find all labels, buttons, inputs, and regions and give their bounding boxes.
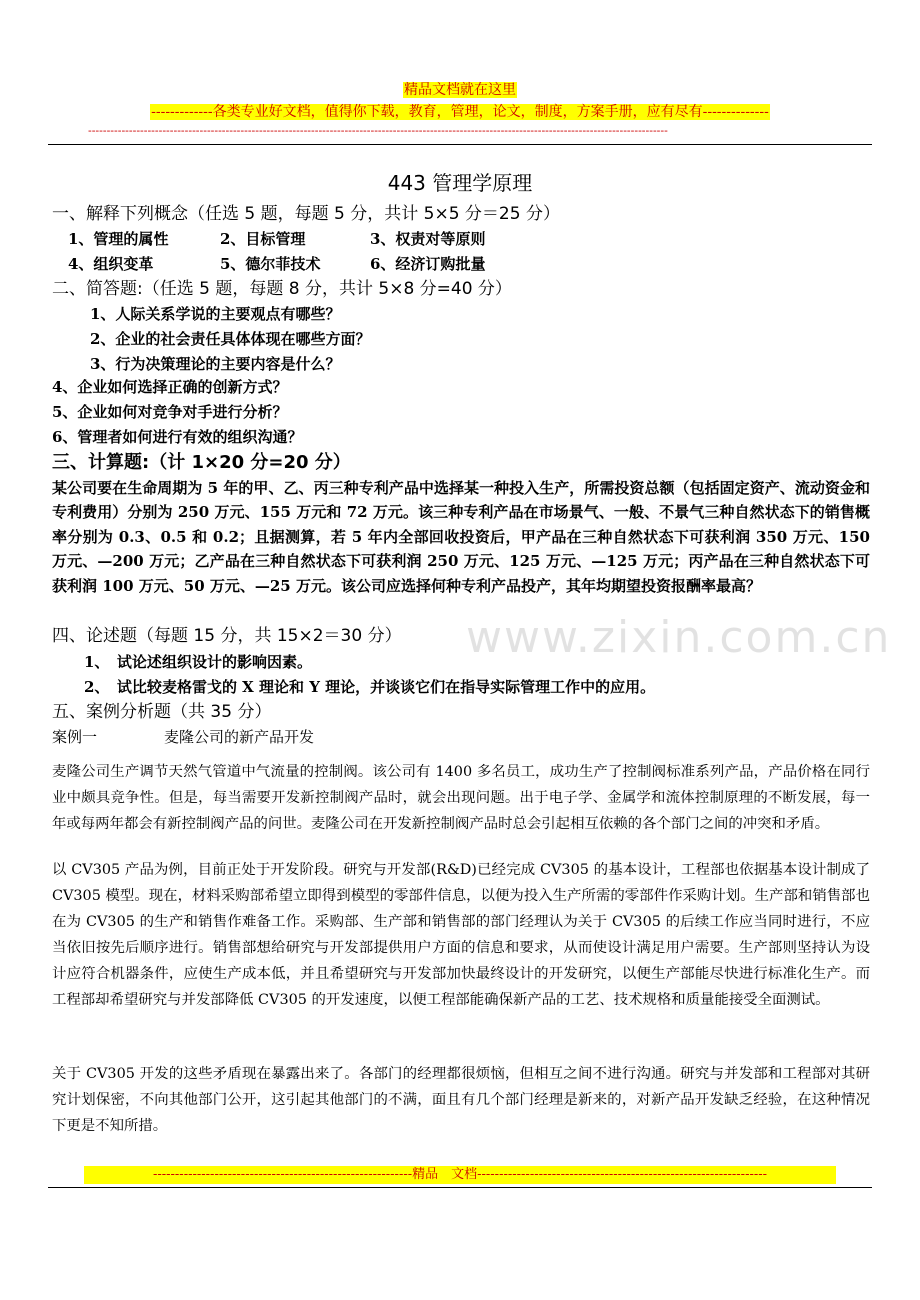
concept-item: 2、目标管理: [220, 230, 306, 248]
calculation-problem: 某公司要在生命周期为 5 年的甲、乙、丙三种专利产品中选择某一种投入生产，所需投资总额（包括固定资产、流动资金和专利费用）分别为 250 万元、155 万元和 72 万元。该三种专利产品在市场景气、一般、不景气三种自然状态下的销售概率分别为 0.3、0.5 和 0.2；且据测算，若 5 年内全部回收投资后，甲产品在三种自然状态下可获利润 350 万元、150 万元、—200 万元；乙产品在三种自然状态下可获利润 250 万元、125 万元、—125 万元；丙产品在三种自然状态下可获利润 100 万元、50 万元、—25 万元。该公司应选择何种专利产品投产，其年均期望投资报酬率最高？: [52, 479, 870, 595]
essay-item: 1、 试论述组织设计的影响因素。: [84, 653, 312, 671]
page-title: 443 管理学原理: [387, 171, 533, 195]
section2-heading: 二、简答题:（任选 5 题，每题 8 分，共计 5×8 分=40 分）: [52, 279, 512, 299]
header-subtitle: [0, 102, 920, 122]
header-banner: [0, 80, 920, 100]
question-item: 3、行为决策理论的主要内容是什么？: [90, 355, 341, 373]
case-label: 案例一: [52, 728, 98, 746]
header-banner-text: 精品文档就在这里: [404, 82, 516, 98]
section3-heading: 三、计算题:（计 1×20 分=20 分）: [52, 452, 351, 473]
section5-heading: 五、案例分析题（共 35 分）: [52, 702, 272, 722]
question-item: 5、企业如何对竞争对手进行分析？: [52, 403, 288, 421]
top-divider: [48, 144, 872, 145]
essay-item: 2、 试比较麦格雷戈的 X 理论和 Y 理论，并谈谈它们在指导实际管理工作中的应用。: [84, 678, 656, 696]
concept-item: 3、权责对等原则: [370, 230, 486, 248]
case-paragraph: 关于 CV305 开发的这些矛盾现在暴露出来了。各部门的经理都很烦恼，但相互之间不进行沟通。研究与并发部和工程部对其研究计划保密，不向其他部门公开，这引起其他部门的不满，面且有几个部门经理是新来的，对新产品开发缺乏经验，在这种情况下更是不知所措。: [52, 1066, 870, 1134]
watermark: www.zixin.com.cn: [466, 612, 892, 663]
header-subtitle-text: -------------各类专业好文档，值得你下载，教育，管理，论文，制度，方案手册，应有尽有--------------: [151, 104, 769, 120]
question-item: 2、企业的社会责任具体体现在哪些方面？: [90, 330, 371, 348]
section4-heading: 四、论述题（每题 15 分，共 15×2＝30 分）: [52, 626, 402, 646]
concept-item: 5、德尔菲技术: [220, 255, 321, 273]
footer-banner: -----------------------------------------------------------精品 文档------------------------------------------------------------------: [84, 1166, 836, 1184]
case-paragraph: 麦隆公司生产调节天然气管道中气流量的控制阀。该公司有 1400 多名员工，成功生产了控制阀标准系列产品，产品价格在同行业中颇具竞争性。但是，每当需要开发新控制阀产品时，就会出现问题。出于电子学、金属学和流体控制原理的不断发展，每一年或每两年都会有新控制阀产品的问世。麦隆公司在开发新控制阀产品时总会引起相互依赖的各个部门之间的冲突和矛盾。: [52, 764, 870, 832]
case-paragraph: 以 CV305 产品为例，目前正处于开发阶段。研究与开发部(R&D)已经完成 CV305 的基本设计，工程部也依据基本设计制成了 CV305 模型。现在，材料采购部希望立即得到模型的零部件信息，以便为投入生产所需的零部件作采购计划。生产部和销售部也在为 CV305 的生产和销售作难备工作。采购部、生产部和销售部的部门经理认为关于 CV305 的后续工作应当同时进行，不应当依旧按先后顺序进行。销售部想给研究与开发部提供用户方面的信息和要求，从而使设计满足用户需要。生产部则坚持认为设计应符合机器条件，应使生产成本低，并且希望研究与开发部加快最终设计的开发研究，以便生产部能尽快进行标准化生产。而工程部却希望研究与并发部降低 CV305 的开发速度，以便工程部能确保新产品的工艺、技术规格和质量能接受全面测试。: [52, 862, 870, 1008]
concept-item: 1、管理的属性: [68, 230, 169, 248]
concept-item: 4、组织变革: [68, 255, 154, 273]
question-item: 6、管理者如何进行有效的组织沟通？: [52, 428, 303, 446]
section1-heading: 一、解释下列概念（任选 5 题，每题 5 分，共计 5×5 分＝25 分）: [52, 204, 560, 224]
concept-item: 6、经济订购批量: [370, 255, 486, 273]
question-item: 1、人际关系学说的主要观点有哪些？: [90, 305, 341, 323]
header-dash-line: ------------------------------------------------------------------------------------------------------------------------------------------------------------: [88, 124, 668, 137]
question-item: 4、企业如何选择正确的创新方式？: [52, 378, 288, 396]
case-title: 麦隆公司的新产品开发: [164, 728, 315, 746]
bottom-divider: [48, 1187, 872, 1188]
